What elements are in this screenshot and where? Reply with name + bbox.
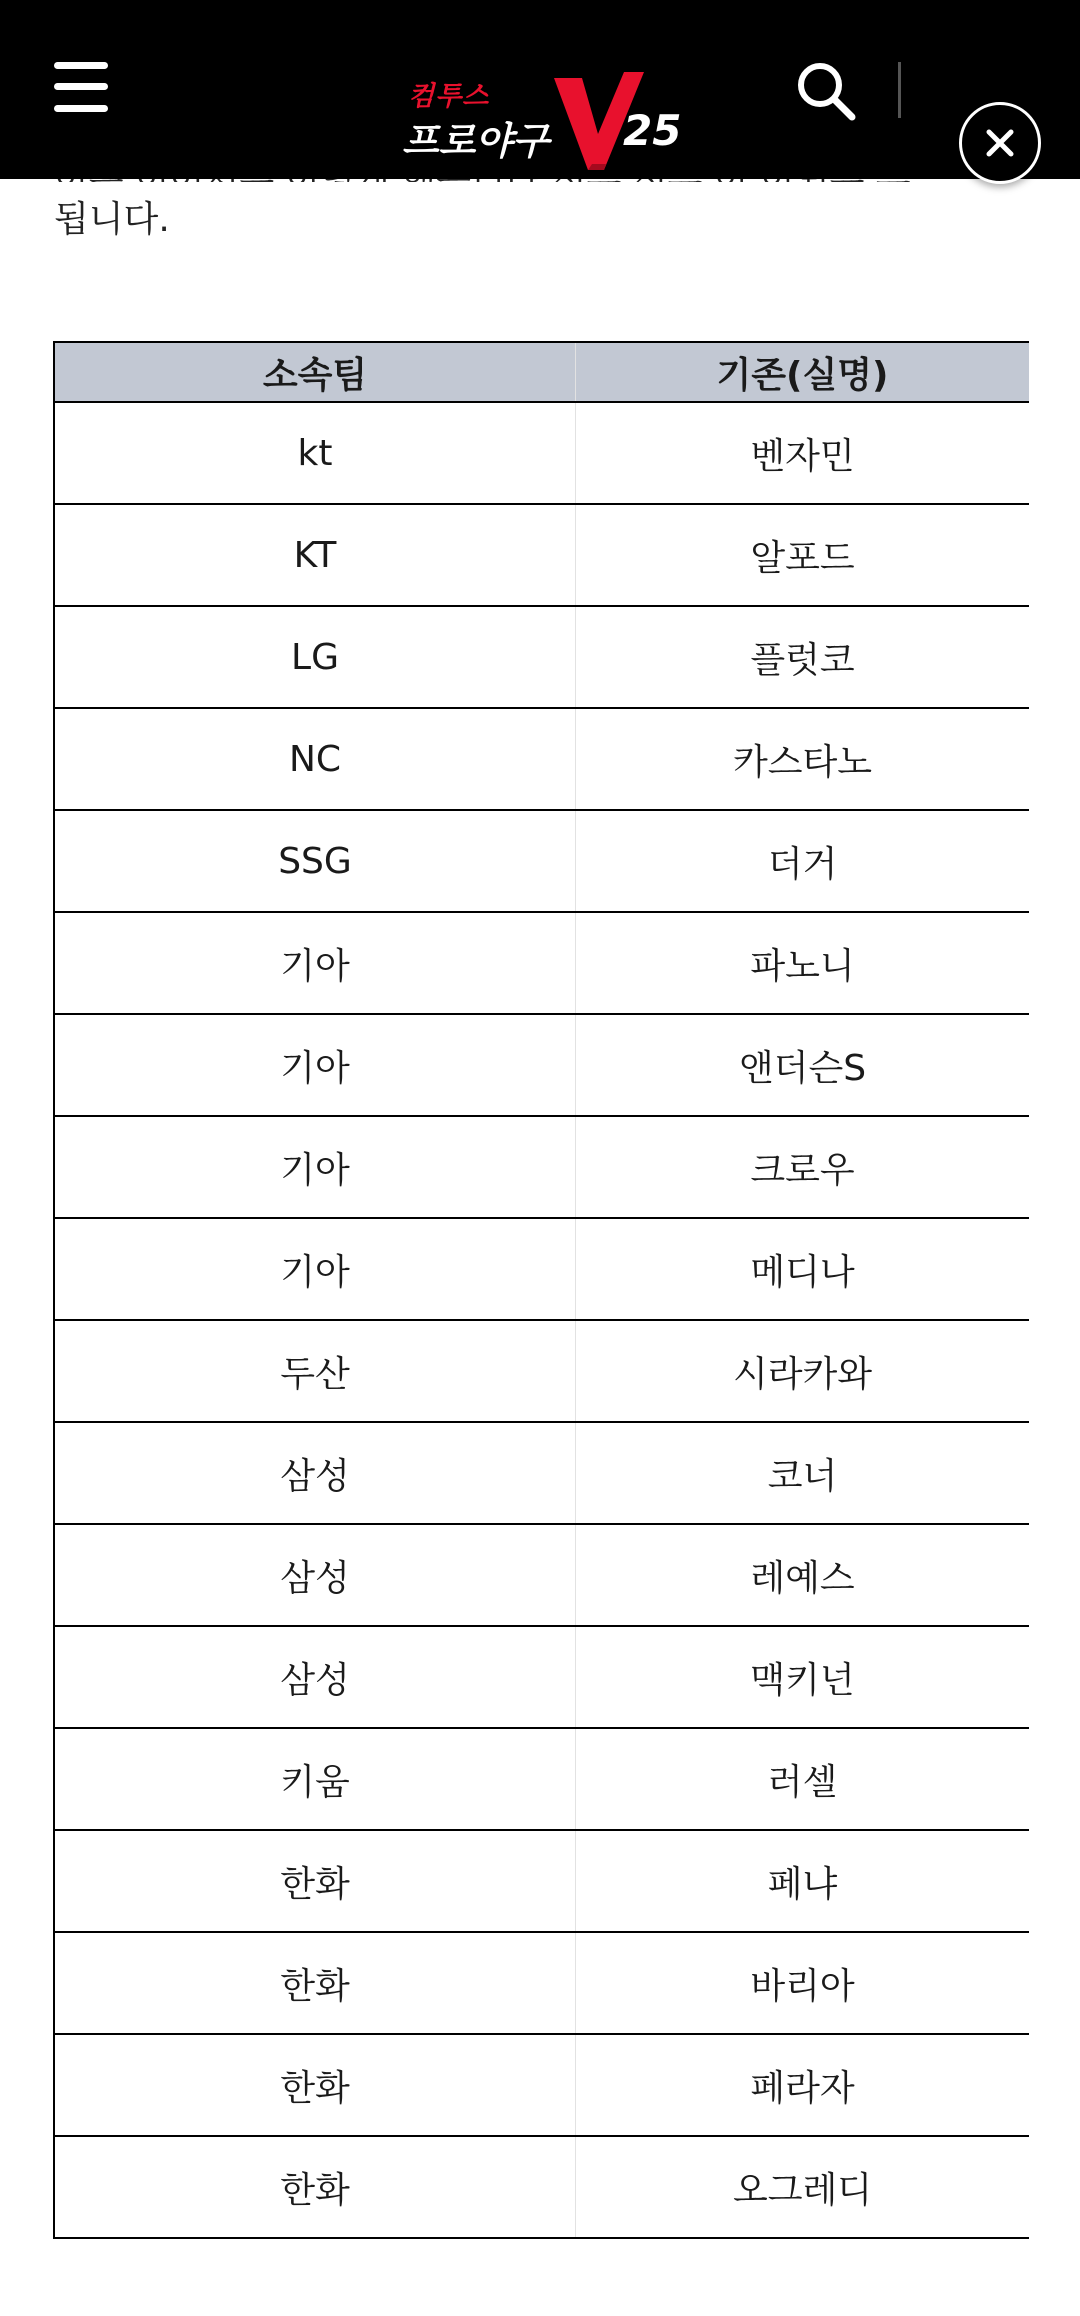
- player-name-cell: 벤자민: [576, 402, 1030, 504]
- team-cell: 삼성: [54, 1422, 576, 1524]
- table-row: [54, 708, 1029, 810]
- player-name-cell: 페라자: [576, 2034, 1030, 2136]
- table-row: [54, 402, 1029, 504]
- paragraph-text: 됩니다.: [54, 199, 170, 240]
- logo-year-text: 25: [623, 106, 682, 155]
- player-name-cell: 맥키넌: [576, 1626, 1030, 1728]
- table-row: [54, 1116, 1029, 1218]
- player-name-cell: 카스타노: [576, 708, 1030, 810]
- top-header: [0, 0, 1080, 179]
- game-logo[interactable]: [398, 70, 683, 170]
- table-row: [54, 2034, 1029, 2136]
- table-row: [54, 1728, 1029, 1830]
- table-row: [54, 810, 1029, 912]
- table-row: [54, 2136, 1029, 2238]
- team-cell: KT: [54, 504, 576, 606]
- close-icon: [986, 129, 1014, 157]
- player-name-cell: 앤더슨S: [576, 1014, 1030, 1116]
- table-row: [54, 1932, 1029, 2034]
- player-name-cell: 페냐: [576, 1830, 1030, 1932]
- table-row: [54, 504, 1029, 606]
- table-row: [54, 1830, 1029, 1932]
- table-row: [54, 1422, 1029, 1524]
- team-cell: kt: [54, 402, 576, 504]
- table-row: [54, 1524, 1029, 1626]
- team-cell: 기아: [54, 912, 576, 1014]
- player-name-cell: 더거: [576, 810, 1030, 912]
- search-icon[interactable]: [795, 60, 857, 122]
- team-cell: 두산: [54, 1320, 576, 1422]
- team-cell: 기아: [54, 1116, 576, 1218]
- team-cell: 한화: [54, 1932, 576, 2034]
- close-button[interactable]: [959, 102, 1041, 184]
- table-row: [54, 1626, 1029, 1728]
- player-name-cell: 바리아: [576, 1932, 1030, 2034]
- player-name-cell: 오그레디: [732, 2169, 873, 2211]
- player-name-cell: 크로우: [576, 1116, 1030, 1218]
- hamburger-menu-icon[interactable]: [54, 62, 108, 112]
- team-cell: LG: [54, 606, 576, 708]
- player-name-cell: 메디나: [576, 1218, 1030, 1320]
- table-row: [54, 1218, 1029, 1320]
- team-cell: 한화: [54, 2034, 576, 2136]
- table-row: [54, 912, 1029, 1014]
- team-cell: 기아: [54, 1014, 576, 1116]
- table-row: [54, 1014, 1029, 1116]
- team-cell: 기아: [54, 1218, 576, 1320]
- team-cell: SSG: [54, 810, 576, 912]
- team-cell: 키움: [54, 1728, 576, 1830]
- column-header-name: 기존(실명): [576, 342, 1030, 402]
- player-name-cell: 알포드: [576, 504, 1030, 606]
- table-row: [54, 606, 1029, 708]
- team-cell: 한화: [54, 2136, 576, 2238]
- player-name-cell: 코너: [576, 1422, 1030, 1524]
- team-cell: NC: [54, 708, 576, 810]
- player-name-cell: 시라카와: [576, 1320, 1030, 1422]
- team-cell: 삼성: [54, 1524, 576, 1626]
- player-name-cell: 플럿코: [576, 606, 1030, 708]
- team-cell: 삼성: [54, 1626, 576, 1728]
- logo-brand-text: 컴투스: [408, 81, 490, 112]
- table-header-row: [54, 342, 1029, 402]
- player-name-cell: 레예스: [576, 1524, 1030, 1626]
- logo-title-text: 프로야구: [402, 119, 549, 163]
- column-header-team: 소속팀: [54, 342, 576, 402]
- player-name-cell: 파노니: [576, 912, 1030, 1014]
- header-divider: [898, 62, 901, 118]
- table-row: [54, 1320, 1029, 1422]
- player-name-table: [53, 341, 1029, 2239]
- team-cell: 한화: [54, 1830, 576, 1932]
- player-name-cell: 러셀: [576, 1728, 1030, 1830]
